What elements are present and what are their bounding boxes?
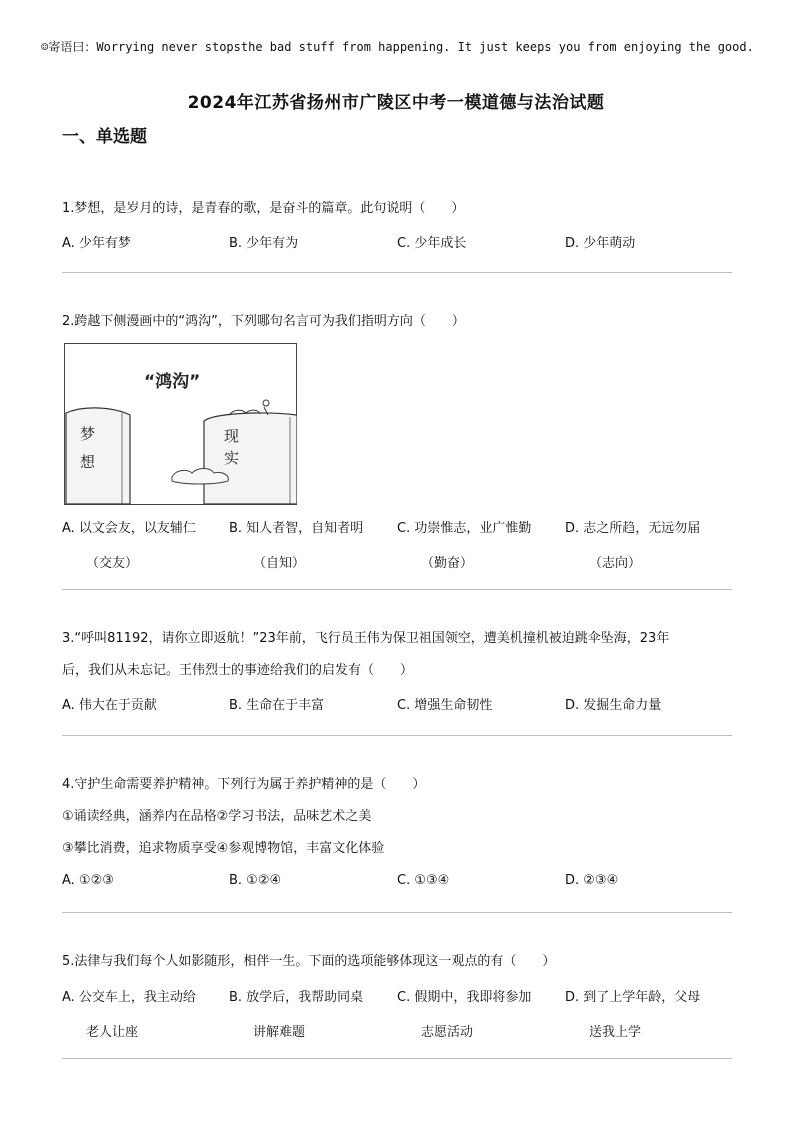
question-5-option-b[interactable] [229,986,363,1040]
page-title: 2024年江苏省扬州市广陵区中考一模道德与法治试题 [187,93,605,113]
option-sub: （志向） [589,556,642,571]
option-label: D. 志之所趋，无远勿届 [565,521,701,536]
pillar-char: 梦 [80,425,96,443]
question-5-option-d[interactable] [565,986,700,1040]
question-4-option-c[interactable]: C. ①③④ [397,873,450,888]
pillar-char: 想 [80,453,96,471]
reality-pillar [204,413,297,504]
question-1-option-b[interactable]: B. 少年有为 [229,236,299,251]
question-4-stem: 4.守护生命需要养护精神。下列行为属于养护精神的是（ ） [62,777,426,792]
question-2-stem: 2.跨越下侧漫画中的“鸿沟”，下列哪句名言可为我们指明方向（ ） [62,314,465,329]
question-1-option-c[interactable]: C. 少年成长 [397,236,467,251]
dream-pillar [66,408,130,504]
divider [62,912,732,913]
question-3-option-b[interactable]: B. 生命在于丰富 [229,698,325,713]
question-5-option-c[interactable] [397,986,531,1040]
cartoon-caption: “鸿沟” [144,372,201,392]
option-label: B. 知人者智，自知者明 [229,521,364,536]
question-3-option-d[interactable]: D. 发掘生命力量 [565,698,662,713]
option-sub: 老人让座 [86,1025,139,1040]
pillar-char: 现 [224,427,240,445]
question-4-option-b[interactable]: B. ①②④ [229,873,282,888]
question-5-stem: 5.法律与我们每个人如影随形，相伴一生。下面的选项能够体现这一观点的有（ ） [62,954,556,969]
option-label: D. 到了上学年龄，父母 [565,990,701,1005]
question-3-stem-cont: 后，我们从未忘记。王伟烈士的事迹给我们的启发有（ ） [62,663,414,678]
pillar-char: 实 [224,449,240,467]
question-1-option-d[interactable]: D. 少年萌动 [565,236,636,251]
option-label: A. 公交车上，我主动给 [62,990,196,1005]
option-sub: （交友） [86,556,139,571]
section-heading: 一、单选题 [62,127,147,147]
option-sub: （自知） [253,556,306,571]
question-4-statement-2: ③攀比消费，追求物质享受④参观博物馆，丰富文化体验 [62,841,385,856]
question-3-option-c[interactable]: C. 增强生命韧性 [397,698,493,713]
question-2-option-c[interactable] [397,517,531,571]
option-label: B. 放学后，我帮助同桌 [229,990,364,1005]
question-4-statement-1: ①诵读经典，涵养内在品格②学习书法，品味艺术之美 [62,809,372,824]
question-4-option-d[interactable]: D. ②③④ [565,873,619,888]
option-sub: 志愿活动 [421,1025,474,1040]
option-label: A. 以文会友，以友辅仁 [62,521,196,536]
question-2-option-d[interactable] [565,517,700,571]
divider [62,1058,732,1059]
option-sub: 送我上学 [589,1025,642,1040]
divider [62,272,732,273]
question-3-option-a[interactable]: A. 伟大在于贡献 [62,698,157,713]
option-sub: （勤奋） [421,556,474,571]
question-2-option-b[interactable] [229,517,363,571]
question-1-stem: 1.梦想，是岁月的诗，是青春的歌，是奋斗的篇章。此句说明（ ） [62,201,465,216]
question-5-option-a[interactable] [62,986,196,1040]
question-3-stem: 3.“呼叫81192，请你立即返航！”23年前，飞行员王伟为保卫祖国领空，遭美机撞机被迫跳伞坠海，23年 [62,631,670,646]
question-4-option-a[interactable]: A. ①②③ [62,873,114,888]
option-sub: 讲解难题 [253,1025,306,1040]
question-1-option-a[interactable]: A. 少年有梦 [62,236,131,251]
question-2-option-a[interactable] [62,517,196,571]
option-label: C. 功崇惟志，业广惟勤 [397,521,532,536]
motto-line: ☺寄语曰：Worrying never stopsthe bad stuff from happening. It just keeps you from enjoying the good. [41,40,754,54]
divider [62,589,732,590]
option-label: C. 假期中，我即将参加 [397,990,532,1005]
divider [62,735,732,736]
cartoon-image [64,343,297,505]
